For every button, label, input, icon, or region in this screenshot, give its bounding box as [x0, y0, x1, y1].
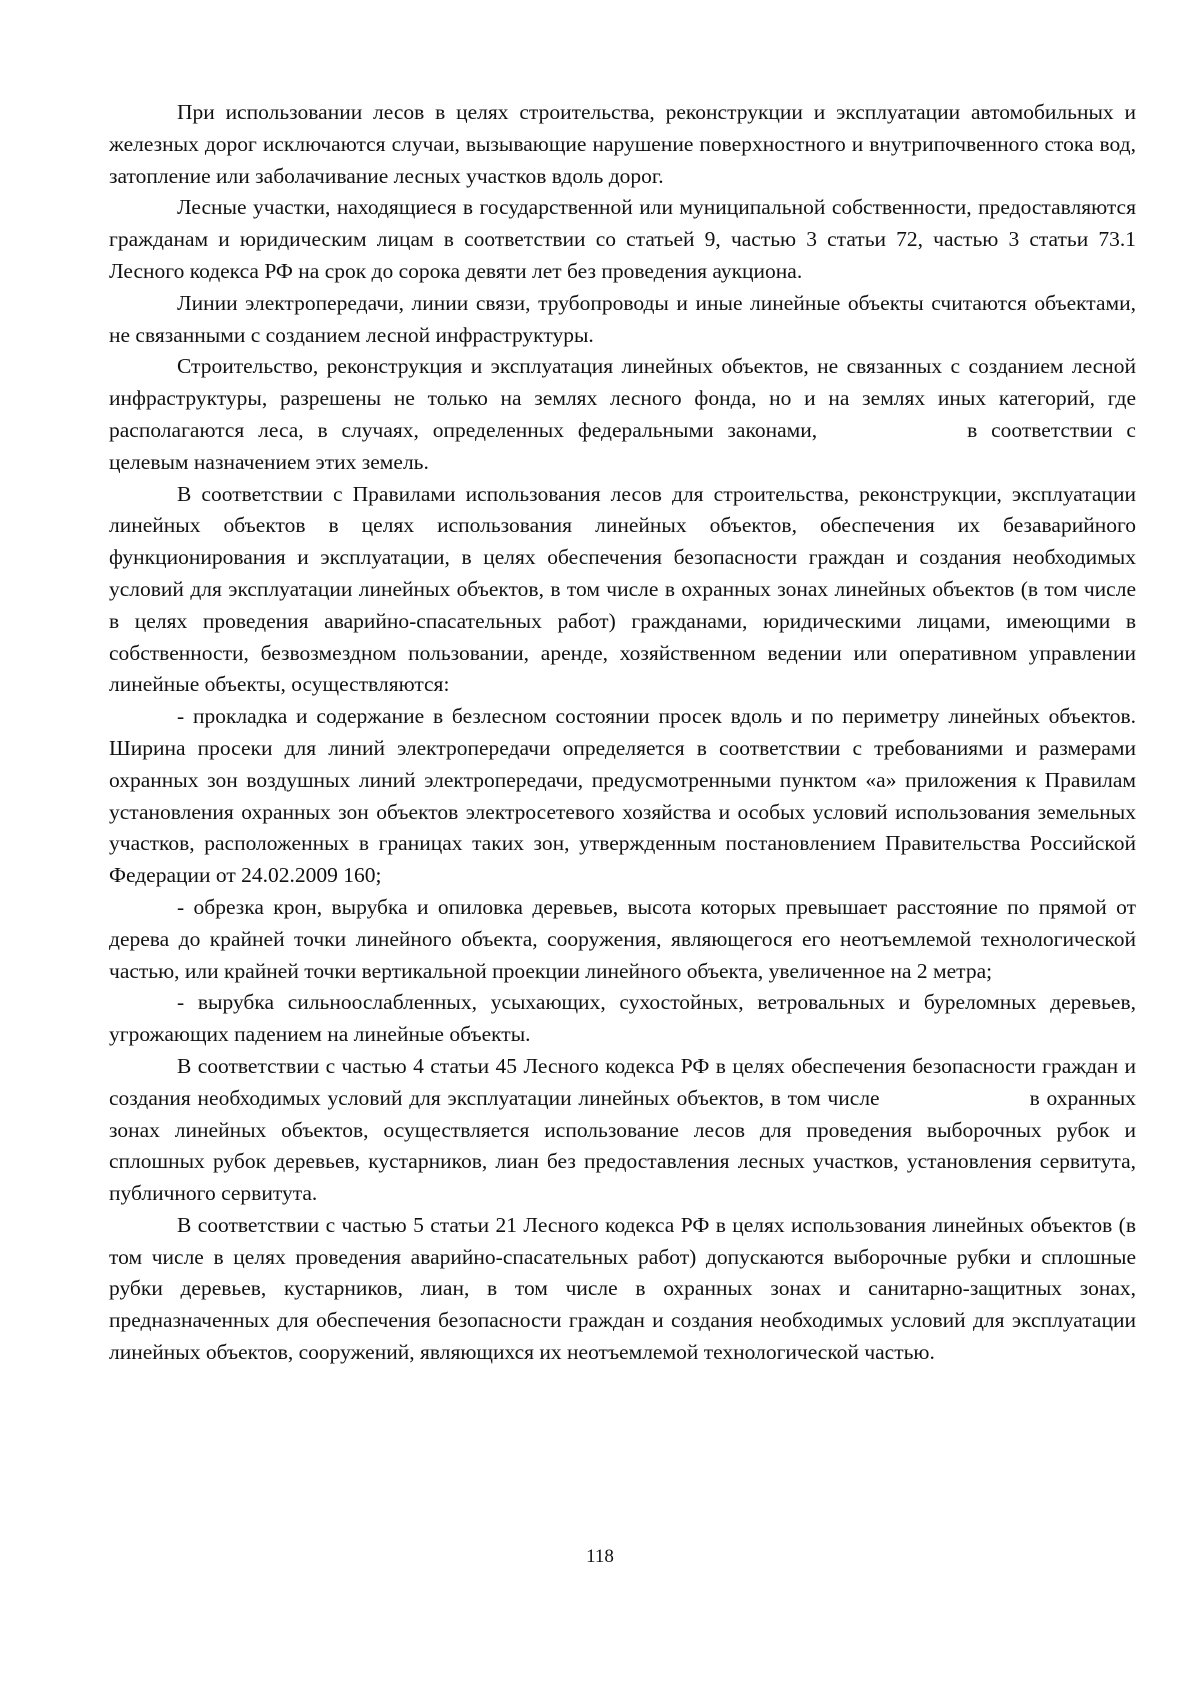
paragraph-article-21: В соответствии с частью 5 статьи 21 Лесного кодекса РФ в целях использования линейных объектов (в том числе в целях проведения аварийно-спасательных работ) допускаются выборочные рубки и сплошные рубки деревьев, кустарников, лиан, в том числе в охранных зонах и санитарно-защитных зонах, предназначенных для обеспечения безопасности граждан и создания необходимых условий для эксплуатации линейных объектов, сооружений, являющихся их неотъемлемой технологической частью. — [109, 1212, 1136, 1365]
paragraph-land-provision: Лесные участки, находящиеся в государственной или муниципальной собственности, предоставляются гражданам и юридическим лицам в соответствии со статьей 9, частью 3 статьи 72, частью 3 статьи 73.1 Лесного кодекса РФ на срок до сорока девяти лет без проведения аукциона. — [109, 195, 1136, 283]
paragraph-article-45-part2: в охранных зонах линейных объектов, осуществляется использование лесов для проведения выборочных рубок и сплошных рубок деревьев, кустарников, лиан без предоставления лесных участков, установления сервитута, публичного сервитута. — [109, 1085, 1136, 1206]
paragraph-construction-part1: Строительство, реконструкция и эксплуатация линейных объектов, не связанных с созданием лесной инфраструктуры, разрешены не только на землях лесного фонда, но и на землях иных категорий, где располагаются леса, в случаях, определенных федеральными законами, — [109, 354, 1136, 442]
paragraph-article-45 — [109, 1051, 1136, 1210]
document-body — [109, 97, 1136, 1369]
list-item-clearings: - прокладка и содержание в безлесном состоянии просек вдоль и по периметру линейных объектов. Ширина просеки для линий электропередачи определяется в соответствии с требованиями и размерами охранных зон воздушных линий электропередачи, предусмотренными пунктом «а» приложения к Правилам установления охранных зон объектов электросетевого хозяйства и особых условий использования земельных участков, расположенных в границах таких зон, утвержденным постановлением Правительства Российской Федерации от 24.02.2009 160; — [109, 704, 1136, 888]
paragraph-article-45-part1: В соответствии с частью 4 статьи 45 Лесного кодекса РФ в целях обеспечения безопасности граждан и создания необходимых условий для эксплуатации линейных объектов, в том числе — [109, 1053, 1136, 1110]
paragraph-linear-objects: Линии электропередачи, линии связи, трубопроводы и иные линейные объекты считаются объектами, не связанными с созданием лесной инфраструктуры. — [109, 290, 1136, 347]
paragraph-rules: В соответствии с Правилами использования лесов для строительства, реконструкции, эксплуатации линейных объектов в целях использования линейных объектов, обеспечения их безаварийного функционирования и эксплуатации, в целях обеспечения безопасности граждан и создания необходимых условий для эксплуатации линейных объектов, в том числе в охранных зонах линейных объектов (в том числе в целях проведения аварийно-спасательных работ) гражданами, юридическими лицами, имеющими в собственности, безвозмездном пользовании, аренде, хозяйственном ведении или оперативном управлении линейные объекты, осуществляются: — [109, 481, 1136, 697]
paragraph-construction-part2: в соответствии с целевым назначением этих земель. — [109, 417, 1136, 474]
list-item-felling: - вырубка сильноослабленных, усыхающих, сухостойных, ветровальных и буреломных деревьев, угрожающих падением на линейные объекты. — [109, 990, 1136, 1047]
paragraph-construction — [109, 351, 1136, 478]
list-item-pruning: - обрезка крон, вырубка и опиловка деревьев, высота которых превышает расстояние по прямой от дерева до крайней точки линейного объекта, сооружения, являющегося его неотъемлемой технологической частью, или крайней точки вертикальной проекции линейного объекта, увеличенное на 2 метра; — [109, 894, 1136, 983]
paragraph-roads: При использовании лесов в целях строительства, реконструкции и эксплуатации автомобильных и железных дорог исключаются случаи, вызывающие нарушение поверхностного и внутрипочвенного стока вод, затопление или заболачивание лесных участков вдоль дорог. — [109, 100, 1136, 188]
page-number: 118 — [586, 1546, 614, 1567]
